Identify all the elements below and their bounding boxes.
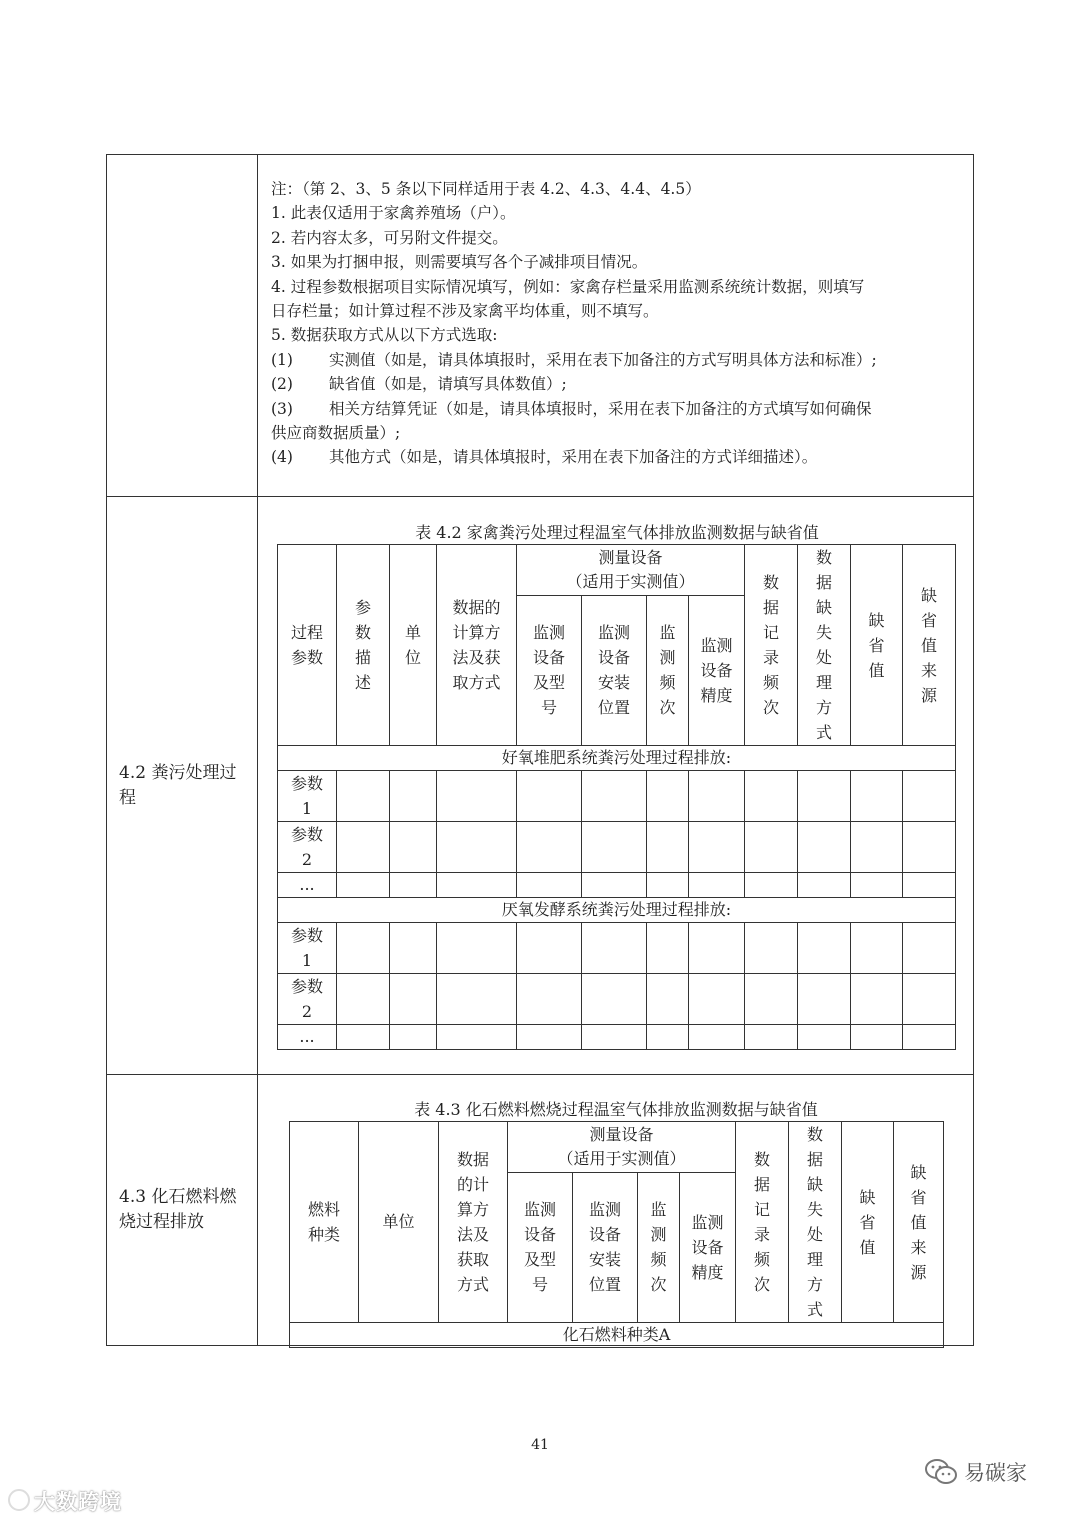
table-42 <box>277 544 956 1050</box>
page-number: 41 <box>531 1437 549 1453</box>
header-default-source: 缺省值来源 <box>894 1122 944 1323</box>
wechat-icon <box>924 1458 958 1486</box>
row-divider-1 <box>107 496 973 497</box>
header-device-model: 监测设备及型号 <box>517 595 582 745</box>
header-default-value: 缺省值 <box>842 1122 894 1323</box>
header-fuel-type: 燃料种类 <box>290 1122 359 1323</box>
row-label: 参数2 <box>278 822 337 873</box>
section-43-label: 4.3 化石燃料燃烧过程排放 <box>119 1187 237 1232</box>
header-default-source: 缺省值来源 <box>903 545 956 746</box>
header-process-param: 过程参数 <box>278 545 337 746</box>
table-row <box>278 1025 956 1050</box>
logo-ring-icon <box>8 1489 30 1511</box>
header-device-location: 监测设备安装位置 <box>573 1172 638 1322</box>
option-3-cont: 供应商数据质量）; <box>271 424 401 443</box>
subheader-aerobic: 好氧堆肥系统粪污处理过程排放: <box>278 746 956 771</box>
row-label: 参数1 <box>278 771 337 822</box>
table-row <box>278 974 956 1025</box>
note-3: 3. 如果为打捆申报，则需要填写各个子减排项目情况。 <box>271 253 648 272</box>
header-missing-handling: 数据缺失处理方式 <box>789 1122 842 1323</box>
header-measure-group: 测量设备 （适用于实测值） <box>517 545 745 596</box>
header-monitor-freq: 监测频次 <box>647 595 689 745</box>
header-monitor-freq: 监测频次 <box>638 1172 680 1322</box>
header-record-freq: 数据记录频次 <box>736 1122 789 1323</box>
header-measure-group: 测量设备 （适用于实测值） <box>508 1122 736 1173</box>
option-2: (2) 缺省值（如是，请填写具体数值）; <box>271 375 567 394</box>
note-4a: 4. 过程参数根据项目实际情况填写，例如：家禽存栏量采用监测系统统计数据，则填写 <box>271 277 865 296</box>
header-device-precision: 监测设备精度 <box>680 1172 736 1322</box>
option-1: (1) 实测值（如是，请具体填报时，采用在表下加备注的方式写明具体方法和标准）; <box>271 350 877 369</box>
header-calc-method: 数据的计算方法及获取方式 <box>439 1122 508 1323</box>
header-device-model: 监测设备及型号 <box>508 1172 573 1322</box>
option-4: (4) 其他方式（如是，请具体填报时，采用在表下加备注的方式详细描述）。 <box>271 448 818 467</box>
header-device-precision: 监测设备精度 <box>689 595 745 745</box>
row-label: 参数1 <box>278 923 337 974</box>
header-calc-method: 数据的计算方法及获取方式 <box>437 545 517 746</box>
header-unit: 单位 <box>390 545 437 746</box>
notes-header: 注：（第 2、3、5 条以下同样适用于表 4.2、4.3、4.4、4.5） <box>271 180 701 198</box>
row-label: 参数2 <box>278 974 337 1025</box>
header-param-desc: 参数描述 <box>337 545 390 746</box>
header-missing-handling: 数据缺失处理方式 <box>798 545 851 746</box>
section-42-label: 4.2 粪污处理过程 <box>119 763 237 808</box>
note-2: 2. 若内容太多，可另附文件提交。 <box>271 228 508 247</box>
option-3: (3) 相关方结算凭证（如是，请具体填报时，采用在表下加备注的方式填写如何确保 <box>271 399 872 418</box>
row-ellipsis: ... <box>278 1025 337 1050</box>
table-row <box>278 873 956 898</box>
column-divider <box>257 155 258 1345</box>
subheader-anaerobic: 厌氧发酵系统粪污处理过程排放: <box>278 898 956 923</box>
table-row <box>278 822 956 873</box>
note-1: 1. 此表仅适用于家禽养殖场（户）。 <box>271 204 516 223</box>
table-row <box>278 923 956 974</box>
note-4b: 日存栏量；如计算过程不涉及家禽平均体重，则不填写。 <box>271 302 659 321</box>
table-43 <box>289 1121 944 1348</box>
table-row <box>278 771 956 822</box>
note-5: 5. 数据获取方式从以下方式选取: <box>271 326 498 345</box>
subheader-fuel-a: 化石燃料种类A <box>290 1323 944 1348</box>
header-device-location: 监测设备安装位置 <box>582 595 647 745</box>
row-divider-2 <box>107 1074 973 1075</box>
watermark-left: 大数跨境 <box>8 1486 122 1516</box>
table-43-caption: 表 4.3 化石燃料燃烧过程温室气体排放监测数据与缺省值 <box>414 1100 818 1119</box>
header-record-freq: 数据记录频次 <box>745 545 798 746</box>
row-ellipsis: ... <box>278 873 337 898</box>
header-default-value: 缺省值 <box>851 545 903 746</box>
table-42-caption: 表 4.2 家禽粪污处理过程温室气体排放监测数据与缺省值 <box>415 523 819 542</box>
header-unit: 单位 <box>359 1122 439 1323</box>
watermark-right: 易碳家 <box>924 1457 1027 1487</box>
notes-block <box>271 177 967 470</box>
